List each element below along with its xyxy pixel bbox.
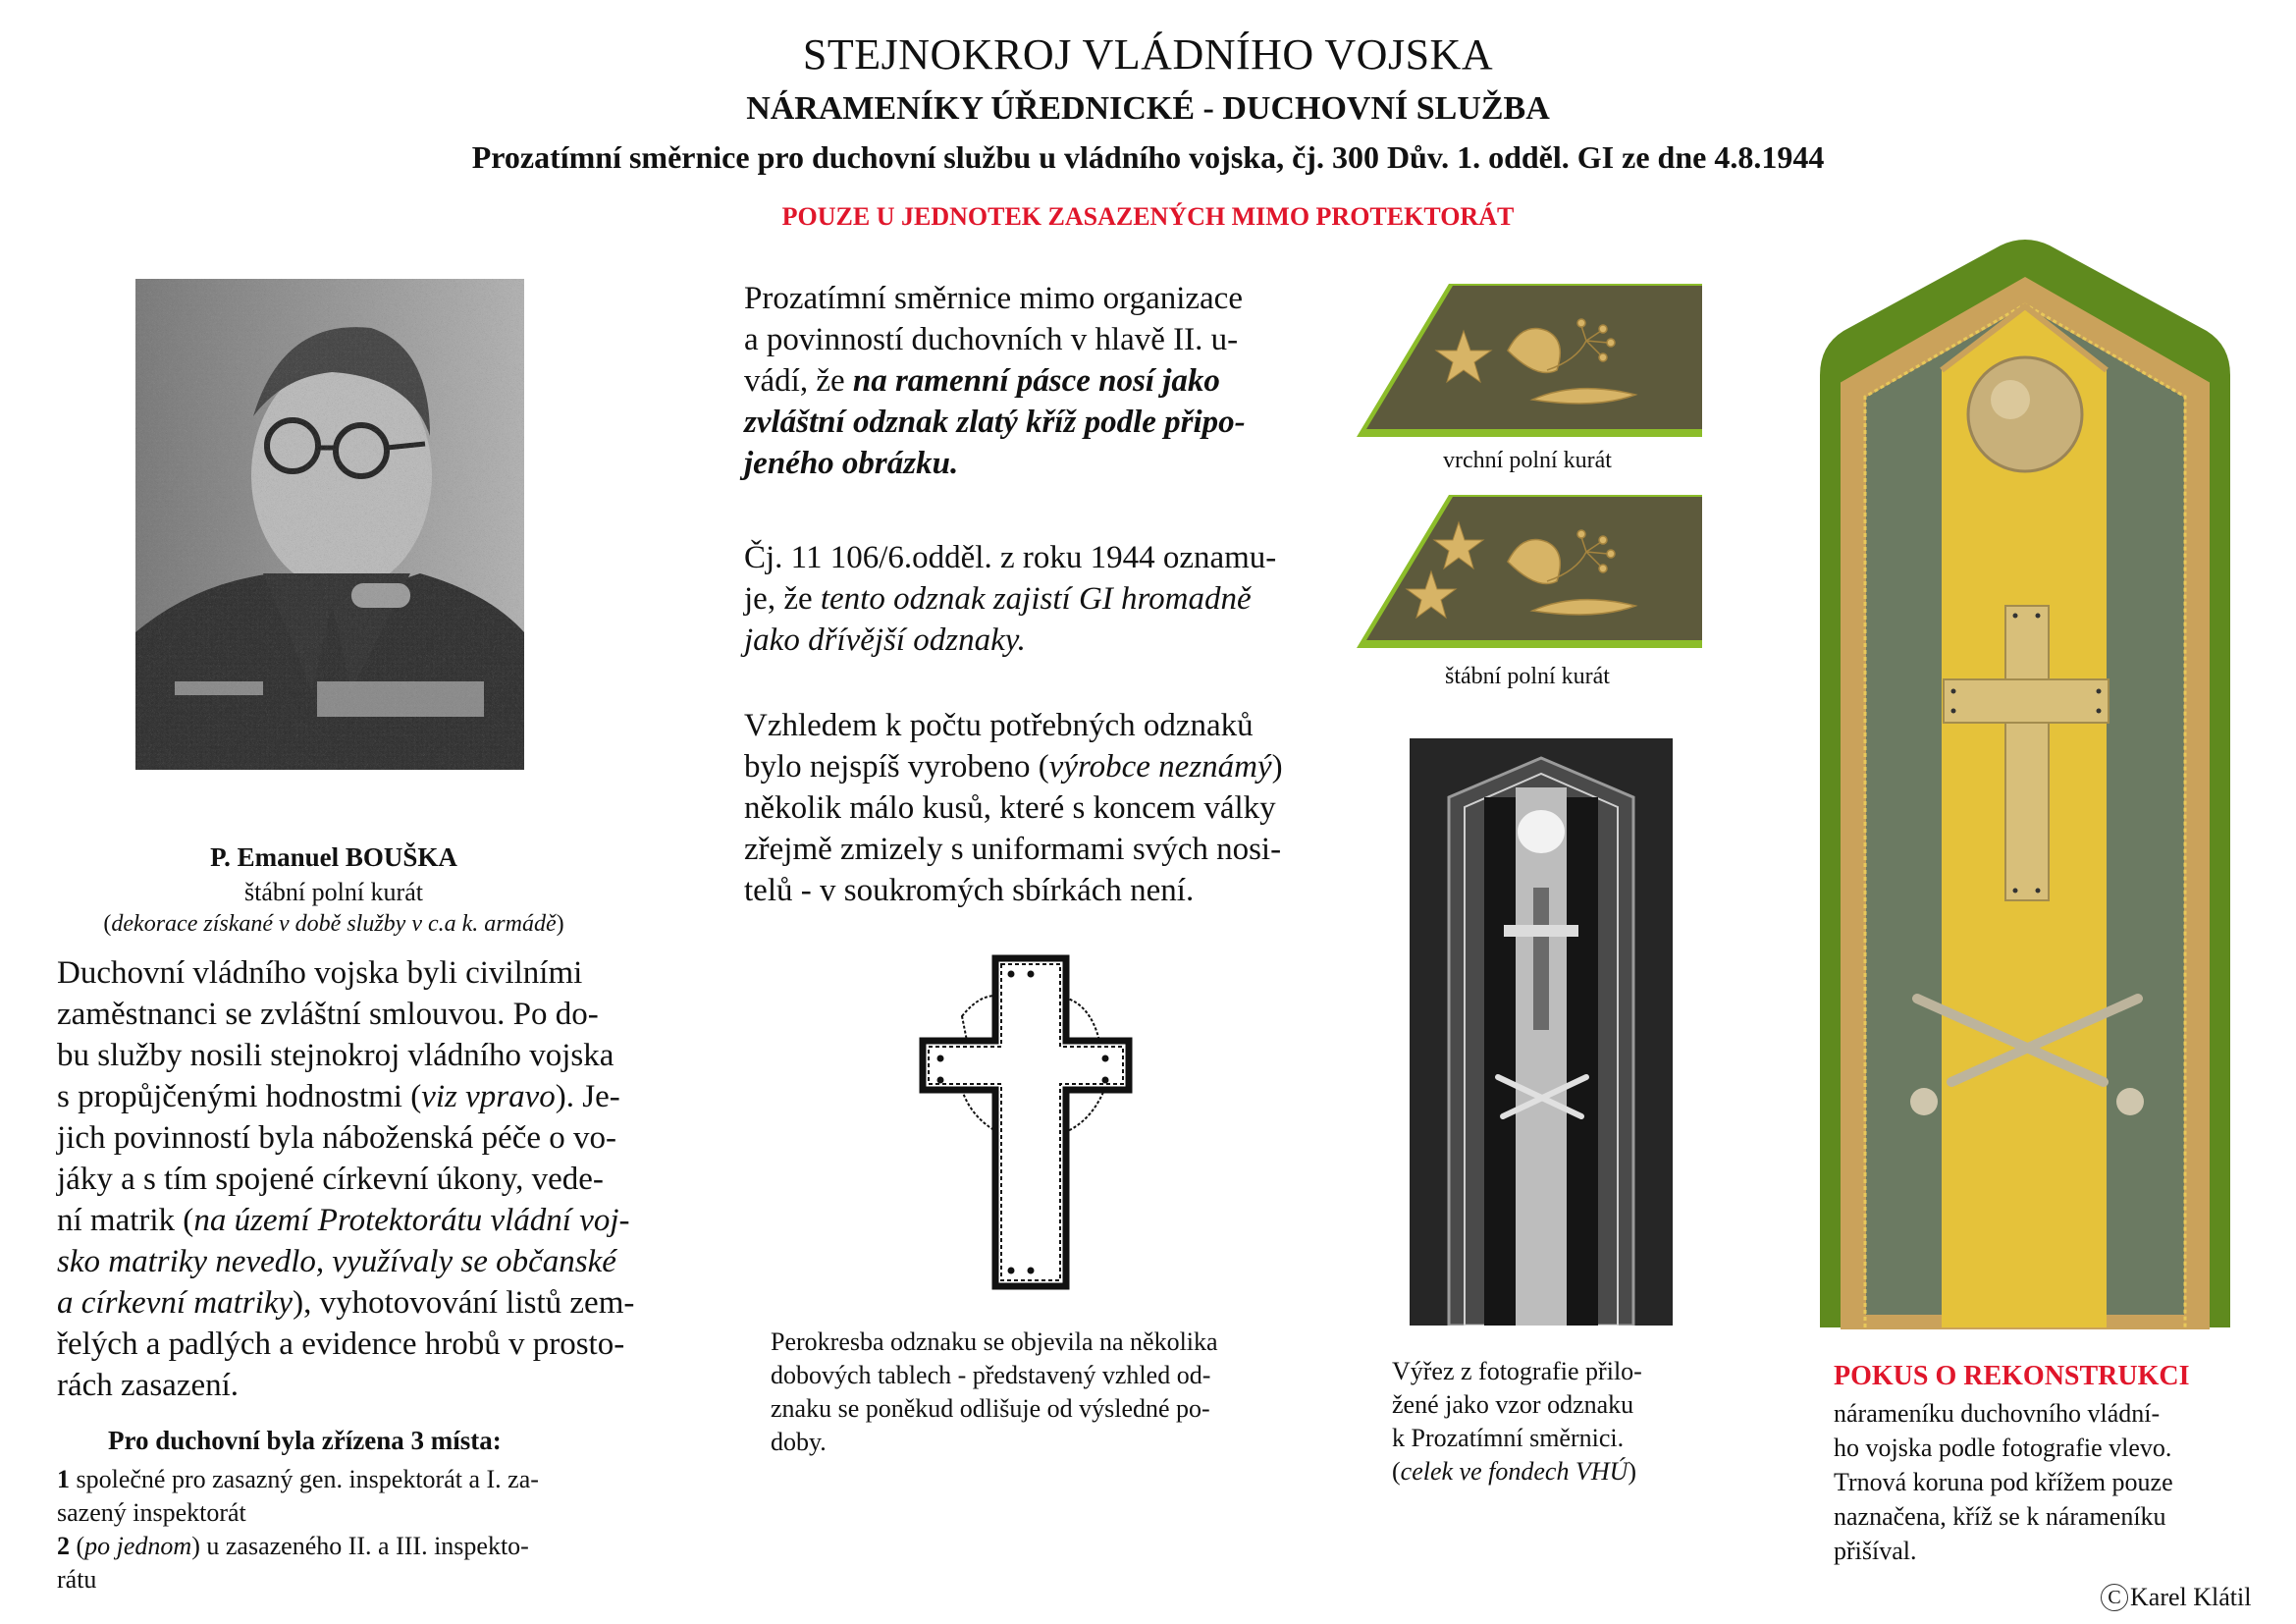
text-line: sko matriky nevedlo, využívaly se občanské [57,1244,616,1279]
item-text: společné pro zasazný gen. inspektorát a I. za- [70,1465,539,1493]
button-icon [1968,357,2082,471]
item-number: 2 [57,1532,70,1560]
text-span: je, že [744,581,821,617]
text-line: bu služby nosili stejnokroj vládního vojska [57,1038,614,1073]
collar-tab-label-stabni: štábní polní kurát [1445,664,1610,689]
text-span: ), vyhotovování listů zem- [293,1285,635,1321]
page-subtitle: NÁRAMENÍKY ÚŘEDNICKÉ - DUCHOVNÍ SLUŽBA [746,90,1550,127]
collar-tab-illustration [1351,282,1704,439]
item-text-italic: po jednom [84,1532,192,1560]
text-span-italic: na území Protektorátu vládní voj- [193,1203,630,1238]
places-item-1 [57,1463,666,1496]
places-item-2 [57,1530,666,1563]
copyright-notice [2101,1583,2251,1612]
text-line [57,1076,666,1117]
text-line: (celek ve fondech VHÚ) [1392,1457,1637,1486]
page-title: STEJNOKROJ VLÁDNÍHO VOJSKA [802,30,1494,79]
text-line: zvláštní odznak zlatý kříž podle připo- [744,405,1246,440]
places-item-1-cont: sazený inspektorát [57,1498,246,1527]
middle-paragraph-2 [744,537,1276,661]
text-span: bylo nejspíš vyrobeno ( [744,749,1049,785]
text-line: rách zasazení. [57,1368,240,1403]
text-span-italic: celek ve fondech VHÚ [1400,1457,1629,1486]
collar-tab-vrchni [1351,282,1704,439]
shoulder-strap-illustration [1814,238,2246,1329]
text-line: jich povinností byla náboženská péče o vo- [57,1120,617,1156]
portrait-illustration [135,279,524,770]
text-line: jeného obrázku. [744,446,959,481]
text-line [744,578,1276,620]
places-heading: Pro duchovní byla zřízena 3 místa: [108,1426,502,1455]
text-line: přišíval. [1834,1537,1917,1565]
text-line [744,746,1283,787]
text-span-italic: tento odznak zajistí GI hromadně [820,581,1252,617]
collar-tab-illustration [1351,493,1704,650]
text-span-italic: výrobce neznámý [1048,749,1272,785]
text-line: Vzhledem k počtu potřebných odznaků [744,708,1254,743]
directive-reference: Prozatímní směrnice pro duchovní službu u vládního vojska, čj. 300 Dův. 1. odděl. GI ze dne 4.8.1944 [471,139,1825,175]
text-line: znaku se poněkud odlišuje od výsledné po- [771,1394,1210,1423]
reconstructed-shoulder-strap [1814,238,2246,1329]
text-span: vádí, že [744,363,853,399]
portrait-photo [135,279,524,770]
text-line: Čj. 11 106/6.odděl. z roku 1944 oznamu- [744,540,1277,575]
shoulder-strap-photo [1410,738,1673,1326]
portrait-note-text: dekorace získané v době služby v c.a k. armádě [111,911,557,937]
cross-pen-drawing [913,952,1148,1296]
text-line: jáky a s tím spojené církevní úkony, vede- [57,1162,604,1197]
text-span-italic: a církevní matriky [57,1285,294,1321]
item-text: ) u zasazeného II. a III. inspekto- [191,1532,529,1560]
shoulder-strap-photo-illustration [1410,738,1673,1326]
text-line: zřejmě zmizely s uniformami svých nosi- [744,832,1282,867]
text-line: Prozatímní směrnice mimo organizace [744,281,1243,316]
text-span: ) [1271,749,1283,785]
middle-paragraph-1 [744,278,1246,484]
cross-drawing-icon [913,952,1148,1296]
text-span: ). Je- [555,1079,620,1114]
text-line: telů - v soukromých sbírkách není. [744,873,1195,908]
text-line: jako dřívější odznaky. [744,623,1026,658]
text-line: řelých a padlých a evidence hrobů v prosto- [57,1326,625,1362]
text-line: Trnová koruna pod křížem pouze [1834,1468,2173,1496]
item-number: 1 [57,1465,70,1493]
collar-tab-label-vrchni: vrchní polní kurát [1443,448,1612,473]
text-line: několik málo kusů, které s koncem války [744,790,1276,826]
portrait-note: (dekorace získané v době služby v c.a k. armádě) [103,911,564,937]
middle-paragraph-3 [744,705,1283,911]
text-span-bold-italic: na ramenní pásce nosí jako [852,363,1220,399]
text-span: ní matrik ( [57,1203,194,1238]
text-line: Perokresba odznaku se objevila na několika [771,1327,1218,1356]
text-line: naznačena, kříž se k nárameníku [1834,1502,2166,1531]
text-line [57,1282,666,1324]
text-line [744,360,1246,402]
portrait-name: P. Emanuel BOUŠKA [210,842,457,872]
collar-tab-stabni [1351,493,1704,650]
text-line: žené jako vzor odznaku [1392,1390,1634,1419]
text-span: s propůjčenými hodnostmi ( [57,1079,422,1114]
reconstruction-text [1834,1396,2285,1568]
text-line: dobových tablech - představený vzhled od- [771,1361,1211,1389]
photo-caption [1392,1355,1706,1489]
text-line: a povinností duchovních v hlavě II. u- [744,322,1239,357]
left-body-paragraph [57,952,666,1406]
text-line: Duchovní vládního vojska byli civilními [57,955,583,991]
places-list [57,1463,666,1597]
reconstruction-heading: POKUS O REKONSTRUKCI [1834,1361,2190,1391]
text-line: nárameníku duchovního vládní- [1834,1399,2161,1428]
item-text: ( [70,1532,85,1560]
text-line: doby. [771,1428,827,1456]
text-line: zaměstnanci se zvláštní smlouvou. Po do- [57,997,599,1032]
places-item-2-cont: rátu [57,1565,97,1594]
text-line: k Prozatímní směrnici. [1392,1424,1625,1452]
portrait-rank: štábní polní kurát [244,878,423,906]
drawing-caption [771,1326,1320,1459]
text-line [57,1200,666,1241]
notice-banner: POUZE U JEDNOTEK ZASAZENÝCH MIMO PROTEKTORÁT [781,202,1515,231]
text-line: ho vojska podle fotografie vlevo. [1834,1434,2172,1462]
text-span-italic: viz vpravo [421,1079,556,1114]
text-line: Výřez z fotografie přilo- [1392,1357,1642,1385]
copyright-icon: C [2101,1584,2128,1611]
copyright-author: Karel Klátil [2130,1583,2252,1611]
